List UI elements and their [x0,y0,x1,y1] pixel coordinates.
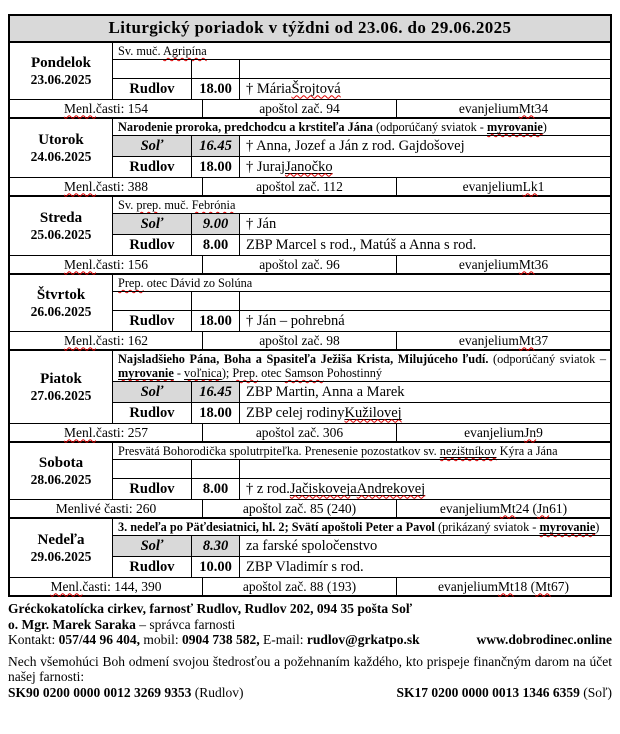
day-block [10,351,610,423]
day-name: Nedeľa [37,531,85,548]
feast-cell [113,519,610,535]
time-cell [192,60,240,78]
text-segment: Menlivé časti: 260 [55,500,157,516]
text-segment [539,520,595,534]
text-segment: apoštol zač. 94 [259,100,340,116]
day-content [113,351,610,423]
text-segment: nezištníkov [439,444,497,458]
variable-parts-row [10,99,610,119]
day-label-cell [10,275,113,331]
service-row [113,234,610,255]
text-segment: Febrónia [191,198,236,212]
day-block [10,43,610,99]
service-row [113,381,610,402]
text-segment: ZBP Martin, Anna a Marek [246,383,405,400]
text-segment: Jačiskovej [289,480,351,497]
time-cell: 8.00 [192,235,240,255]
text-segment: 24 ( [515,500,538,516]
text-segment [487,120,543,134]
text-segment: voľnica [184,366,222,380]
intention-cell [240,460,610,478]
intention-cell [240,311,610,331]
parish-name-line [8,601,612,617]
text-segment: časti: 156 [95,256,148,272]
service-row [113,310,610,331]
text-segment: apoštol zač. 98 [259,332,340,348]
feast-cell [113,351,610,381]
text-segment: časti: 144, 390 [82,578,162,594]
text-segment: ) [595,520,600,534]
day-name: Streda [39,209,83,226]
text-segment: Kontakt: [8,632,59,647]
text-segment: 18 ( [513,578,536,594]
text-segment: Menl. [64,332,96,348]
feast-cell [113,43,610,59]
evanjelium-cell [397,424,610,441]
text-segment: Menl. [50,578,83,594]
text-segment: 36 [534,256,549,272]
text-segment: Mt [518,332,535,348]
day-date: 25.06.2025 [30,226,92,242]
service-row-empty [113,59,610,78]
evanjelium-cell [397,100,610,117]
text-segment: Lk [522,178,538,194]
text-segment: 057/44 96 404, [58,632,141,647]
service-row [113,478,610,499]
text-segment: E-mail: [259,632,307,647]
intention-cell [240,60,610,78]
text-segment: Prep. [118,276,144,290]
text-segment: Mt [518,100,535,116]
intention-cell [240,136,610,156]
variable-parts-row [10,577,610,595]
text-segment: 34 [534,100,549,116]
text-segment: – správca farnosti [135,616,236,632]
apostol-cell [203,500,397,517]
text-segment: Kužilovej [344,404,402,421]
location-cell: Soľ [113,536,192,556]
time-cell: 10.00 [192,557,240,577]
intention-cell [240,557,610,577]
intention-cell [240,214,610,234]
day-label-cell [10,351,113,423]
text-segment: 1 [537,178,545,194]
variable-parts-cell [10,178,203,195]
text-segment: a [350,480,357,497]
text-segment: Presvätá Bohorodička spolutrpiteľka. Prenesenie pozostatkov sv. [118,444,440,458]
text-segment: rudlov@grkatpo.sk [306,632,420,647]
text-segment: Sv. [118,198,137,212]
service-row [113,78,610,99]
text-segment: Najsladšieho Pána, Boha a Spasiteľa Ježiša Krista, Milujúceho ľudí. [118,352,489,366]
text-segment: ZBP Vladimír s rod. [246,558,364,575]
text-segment: myrovanie [539,520,596,534]
time-cell: 8.30 [192,536,240,556]
text-segment: ZBP Marcel s rod., Matúš a Anna s rod. [246,236,477,253]
text-segment: evanjelium [464,424,525,440]
day-content [113,519,610,577]
intention-cell [240,403,610,423]
text-segment: Andrekovej [356,480,426,497]
day-label-cell [10,519,113,577]
text-segment [184,366,222,380]
service-row [113,135,610,156]
iban-rudlov [8,685,244,701]
day-label-cell [10,43,113,99]
text-segment: časti: 162 [95,332,148,348]
day-date: 28.06.2025 [30,471,92,487]
variable-parts-cell [10,256,203,273]
text-segment: † Ján [246,215,277,232]
location-cell: Rudlov [113,479,192,499]
text-segment: Menl. [64,424,96,440]
day-date: 29.06.2025 [30,548,92,564]
text-segment: Gréckokatolícka cirkev, farnosť Rudlov, Rudlov 202, 094 35 pošta Soľ [8,601,413,616]
feast-cell [113,119,610,135]
contact-line [8,632,612,648]
text-segment: Mt [499,500,516,516]
text-segment: časti: 257 [95,424,148,440]
apostol-cell [203,178,397,195]
text-segment: Samson [284,366,324,380]
text-segment [285,159,333,176]
service-row [113,402,610,423]
day-name: Utorok [38,131,84,148]
location-cell [113,292,192,310]
text-segment: Nech všemohúci Boh odmení svojou štedrosťou a požehnaním každého, kto prispeje finančným darom na účet našej farnosti: [8,653,612,684]
text-segment: Pohostinný [323,366,383,380]
text-segment: Kýra a Jána [496,444,558,458]
variable-parts-row [10,177,610,197]
service-row [113,556,610,577]
text-segment: Mt [518,256,535,272]
variable-parts-row [10,423,610,443]
intention-cell [240,292,610,310]
variable-parts-row [10,331,610,351]
time-cell: 9.00 [192,214,240,234]
text-segment: Sv. muč. [118,44,163,58]
evanjelium-cell [397,578,610,595]
apostol-cell [203,256,397,273]
contact-details [8,632,420,648]
days-container [10,43,610,595]
time-cell: 8.00 [192,479,240,499]
day-content [113,43,610,99]
text-segment: (odporúčaný sviatok - [372,120,487,134]
variable-parts-cell [10,578,203,595]
text-segment: (prikázaný sviatok - [434,520,540,534]
day-date: 23.06.2025 [30,71,92,87]
service-row [113,156,610,177]
text-segment: (Rudlov) [191,684,244,700]
text-segment [345,405,402,422]
variable-parts-cell [10,500,203,517]
text-segment: † Anna, Jozef a Ján z rod. Gajdošovej [246,137,465,154]
schedule-table [8,14,612,597]
time-cell: 18.00 [192,311,240,331]
text-segment: apoštol zač. 96 [259,256,340,272]
feast-cell [113,275,610,291]
day-name: Piatok [40,370,82,387]
location-cell: Soľ [113,136,192,156]
text-segment: (odporúčaný sviatok – [488,352,606,366]
text-segment: myrovanie [118,366,174,380]
text-segment: apoštol zač. 85 (240) [242,500,357,516]
day-label-cell [10,119,113,177]
day-name: Pondelok [30,54,91,71]
text-segment: evanjelium [439,500,500,516]
text-segment: apoštol zač. 88 (193) [242,578,357,594]
intention-cell [240,479,610,499]
text-segment: Menl. [64,100,96,116]
service-row-empty [113,459,610,478]
text-segment: časti: 154 [95,100,148,116]
day-content [113,119,610,177]
location-cell: Rudlov [113,311,192,331]
intention-cell [240,536,610,556]
apostol-cell [203,424,397,441]
day-block [10,443,610,499]
time-cell: 16.45 [192,382,240,402]
evanjelium-cell [397,332,610,349]
feast-cell [113,443,610,459]
evanjelium-cell [397,256,610,273]
iban-sol [397,685,613,701]
text-segment: Janočko [285,158,333,175]
text-segment: mobil: [140,632,183,647]
text-segment [290,481,350,498]
day-name: Sobota [38,454,84,471]
text-segment: o. Mgr. Marek Saraka [8,616,136,632]
text-segment: † Ján – pohrebná [246,312,345,329]
text-segment: evanjelium [462,178,523,194]
feast-cell [113,197,610,213]
text-segment: Mt [535,578,551,594]
evanjelium-cell [397,178,610,195]
variable-parts-cell [10,100,203,117]
website-text [476,632,612,648]
text-segment: otec Dávid zo Solúna [143,276,253,290]
intention-cell [240,235,610,255]
text-segment: Mt [498,578,514,594]
text-segment: † z rod. [246,480,290,497]
time-cell: 18.00 [192,79,240,99]
text-segment: Menl. [64,256,96,272]
text-segment: za farské spoločenstvo [246,537,378,554]
service-row [113,535,610,556]
text-segment: evanjelium [438,578,499,594]
time-cell: 18.00 [192,157,240,177]
text-segment: apoštol zač. 112 [256,178,343,194]
text-segment [440,444,497,458]
day-block [10,119,610,177]
text-segment: ZBP celej rodiny [246,404,345,421]
location-cell: Rudlov [113,157,192,177]
text-segment: SK17 0200 0000 0013 1346 6359 [396,684,580,700]
day-date: 27.06.2025 [30,387,92,403]
text-segment: myrovanie [486,120,543,134]
text-segment: evanjelium [458,100,519,116]
text-segment: - [173,366,185,380]
pastor-line [8,617,612,633]
day-block [10,275,610,331]
text-segment: www.dobrodinec.online [476,632,612,647]
time-cell [192,460,240,478]
text-segment: ); [221,366,233,380]
time-cell: 18.00 [192,403,240,423]
text-segment: Prep. [232,366,259,380]
text-segment: 37 [534,332,549,348]
day-date: 26.06.2025 [30,303,92,319]
text-segment: (Soľ) [579,684,612,700]
evanjelium-cell [397,500,610,517]
schedule-title: Liturgický poriadok v týždni od 23.06. do 29.06.2025 [10,16,610,43]
variable-parts-cell [10,332,203,349]
blessing-paragraph [8,654,612,685]
variable-parts-cell [10,424,203,441]
location-cell: Rudlov [113,79,192,99]
time-cell [192,292,240,310]
location-cell: Rudlov [113,235,192,255]
intention-cell [240,79,610,99]
text-segment: Šrojtová [291,80,341,97]
time-cell: 16.45 [192,136,240,156]
location-cell: Rudlov [113,557,192,577]
text-segment [118,366,174,380]
apostol-cell [203,100,397,117]
location-cell [113,60,192,78]
day-block [10,197,610,255]
intention-cell [240,382,610,402]
text-segment: † Mária [246,80,292,97]
text-segment: Agripína [162,44,207,58]
day-content [113,197,610,255]
location-cell: Soľ [113,382,192,402]
text-segment: 9 [536,424,543,440]
location-cell: Rudlov [113,403,192,423]
text-segment: SK90 0200 0000 0012 3269 9353 [8,684,192,700]
location-cell [113,460,192,478]
variable-parts-row [10,255,610,275]
day-label-cell [10,443,113,499]
text-segment: Narodenie proroka, predchodcu a krstiteľa Jána [118,120,373,134]
text-segment: apoštol zač. 306 [255,424,344,440]
text-segment: Menl. [64,178,96,194]
variable-parts-row [10,499,610,519]
text-segment: evanjelium [458,332,519,348]
text-segment [357,481,425,498]
location-cell: Soľ [113,214,192,234]
text-segment: † Juraj [246,158,286,175]
service-row [113,213,610,234]
text-segment: 0904 738 582, [182,632,260,647]
text-segment: ) [542,120,547,134]
iban-line [8,685,612,701]
apostol-cell [203,332,397,349]
apostol-cell [203,578,397,595]
day-name: Štvrtok [36,286,86,303]
text-segment: evanjelium [458,256,519,272]
text-segment: otec [258,366,285,380]
day-block [10,519,610,577]
day-date: 24.06.2025 [30,148,92,164]
text-segment: Jn [524,424,537,440]
text-segment: 61) [549,500,568,516]
text-segment: 3. nedeľa po Päťdesiatnici, hl. 2; Svätí apoštoli Peter a Pavol [118,520,435,534]
text-segment: prep. [136,198,162,212]
footer [8,601,612,700]
text-segment: časti: 388 [95,178,148,194]
text-segment: 67) [550,578,569,594]
day-label-cell [10,197,113,255]
intention-cell [240,157,610,177]
day-content [113,443,610,499]
text-segment: Jn [537,500,550,516]
service-row-empty [113,291,610,310]
day-content [113,275,610,331]
text-segment: muč. [161,198,192,212]
